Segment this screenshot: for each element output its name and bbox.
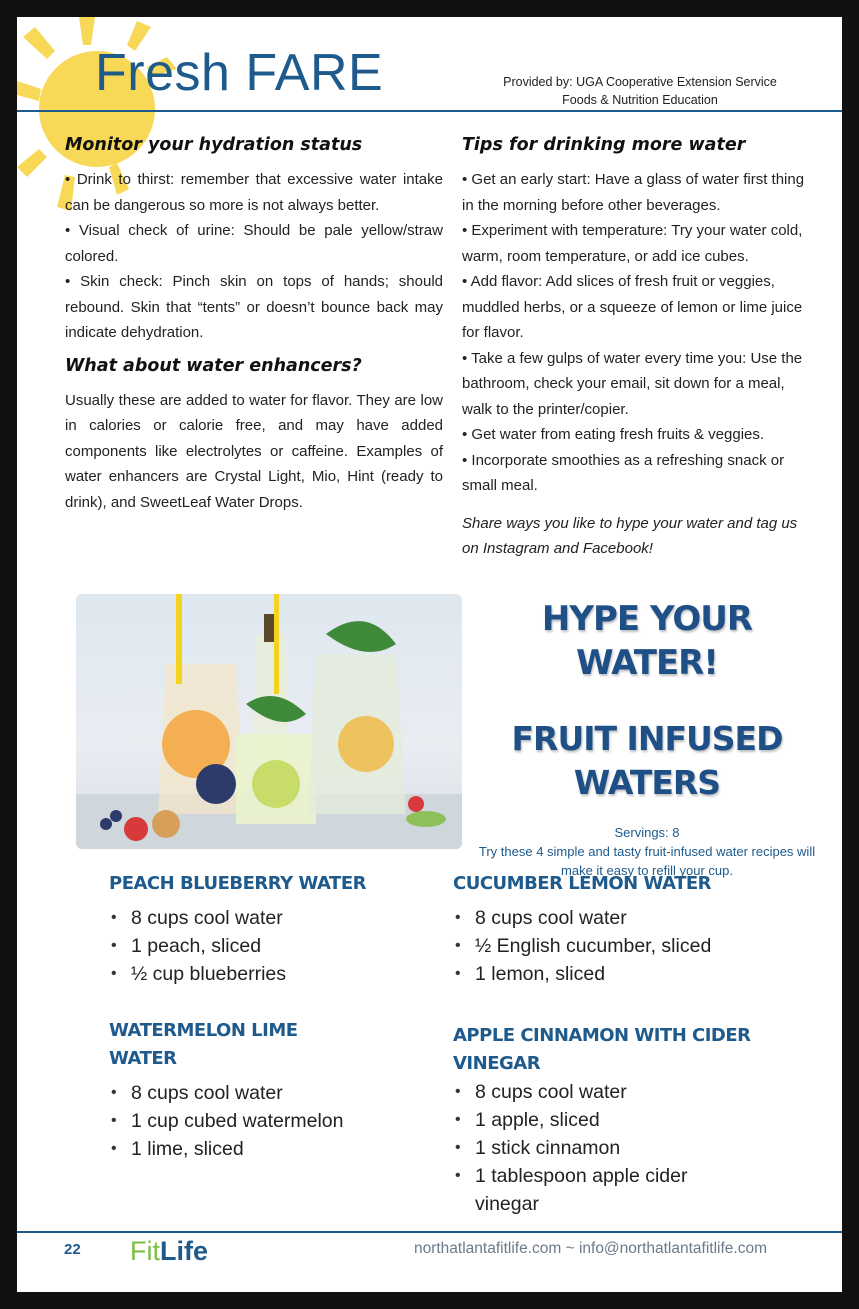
recipe-title-line-2: WATER	[109, 1048, 177, 1069]
ingredient: • 1 apple, sliced	[453, 1106, 813, 1134]
logo-part-life: Life	[160, 1236, 209, 1266]
hydration-item: • Skin check: Pinch skin on tops of hands; should rebound. Skin that “tents” or doesn’t bounce back may indicate dehydration.	[65, 273, 443, 341]
ingredient: • ½ English cucumber, sliced	[453, 932, 813, 960]
ingredient: • 8 cups cool water	[453, 904, 813, 932]
tip-item: • Add flavor: Add slices of fresh fruit or veggies, muddled herbs, or a squeeze of lemon or lime juice for flavor.	[462, 273, 803, 341]
brand-part-fresh: Fresh	[95, 44, 231, 102]
brand-title	[95, 43, 383, 103]
logo-part-fit: Fit	[130, 1236, 160, 1266]
left-column	[65, 135, 443, 515]
right-column	[462, 135, 812, 562]
tip-item: • Incorporate smoothies as a refreshing snack or small meal.	[462, 451, 785, 494]
hype-heading: HYPE YOUR WATER!	[541, 599, 753, 683]
share-callout: Share ways you like to hype your water and tag us on Instagram and Facebook!	[462, 514, 798, 557]
footer-divider	[17, 1231, 842, 1233]
brand-part-fare: FARE	[245, 44, 384, 102]
page-number: 22	[64, 1241, 81, 1258]
ingredient: • 1 tablespoon apple cider vinegar	[453, 1162, 715, 1218]
servings: Servings: 8	[614, 825, 680, 840]
tip-item: • Get water from eating fresh fruits & veggies.	[462, 426, 765, 443]
recipe-apple-cinnamon	[453, 1022, 813, 1218]
provided-by	[490, 73, 790, 109]
tip-item: • Get an early start: Have a glass of water first thing in the morning before other beverages.	[462, 171, 805, 214]
infused-water-photo	[76, 594, 462, 849]
ingredient: • 1 lemon, sliced	[453, 960, 813, 988]
recipe-title: PEACH BLUEBERRY WATER	[109, 873, 366, 894]
feature-description: Try these 4 simple and tasty fruit-infused water recipes will make it easy to refill your cup.	[478, 844, 816, 878]
ingredient: • 1 cup cubed watermelon	[109, 1107, 429, 1135]
hydration-heading: Monitor your hydration status	[65, 135, 363, 155]
page	[17, 17, 842, 1292]
enhancers-body: Usually these are added to water for flavor. They are low in calories or calorie free, and may have added components like electrolytes or caffeine. Examples of water enhancers are Crystal Light, Mio, Hint (ready to drink), and SweetLeaf Water Drops.	[65, 391, 443, 511]
feature-block	[472, 597, 822, 880]
ingredient: • 8 cups cool water	[109, 1079, 429, 1107]
recipe-title: APPLE CINNAMON WITH CIDER VINEGAR	[453, 1025, 751, 1074]
infused-heading-line-1: FRUIT INFUSED	[511, 719, 783, 758]
ingredient: • 1 stick cinnamon	[453, 1134, 813, 1162]
recipe-cucumber-lemon	[453, 870, 813, 988]
tip-item: • Experiment with temperature: Try your water cold, warm, room temperature, or add ice cubes.	[462, 222, 803, 265]
fitlife-logo	[130, 1234, 208, 1268]
recipe-title: CUCUMBER LEMON WATER	[453, 873, 712, 894]
hydration-item: • Visual check of urine: Should be pale yellow/straw colored.	[65, 222, 443, 265]
ingredient: • 1 peach, sliced	[109, 932, 429, 960]
tips-heading: Tips for drinking more water	[462, 135, 746, 155]
enhancers-heading: What about water enhancers?	[65, 355, 362, 376]
provided-line-2: Foods & Nutrition Education	[562, 93, 718, 107]
ingredient: • 1 lime, sliced	[109, 1135, 429, 1163]
footer-contact: northatlantafitlife.com ~ info@northatlantafitlife.com	[413, 1240, 767, 1257]
recipe-title-line-1: WATERMELON LIME	[109, 1020, 298, 1041]
infused-water-illustration	[76, 594, 462, 849]
ingredient: • 8 cups cool water	[453, 1078, 813, 1106]
recipe-peach-blueberry	[109, 870, 429, 988]
ingredient: • 8 cups cool water	[109, 904, 429, 932]
tip-item: • Take a few gulps of water every time you: Use the bathroom, check your email, sit down for a meal, walk to the printer/copier.	[462, 349, 803, 418]
provided-line-1: Provided by: UGA Cooperative Extension Service	[503, 75, 777, 89]
hydration-item: • Drink to thirst: remember that excessive water intake can be dangerous so more is not always better.	[65, 171, 443, 214]
infused-heading-line-2: WATERS	[573, 763, 721, 802]
ingredient: • ½ cup blueberries	[109, 960, 429, 988]
recipe-watermelon-lime	[109, 1017, 429, 1163]
header-divider	[17, 110, 842, 112]
